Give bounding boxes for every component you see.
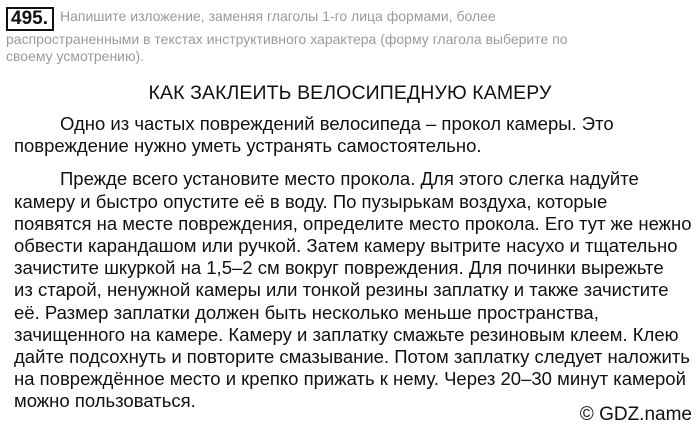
- text-title: КАК ЗАКЛЕИТЬ ВЕЛОСИПЕДНУЮ КАМЕРУ: [148, 82, 552, 104]
- text-line: её. Размер заплатки должен быть несколько меньше пространства,: [14, 301, 599, 323]
- text-line: повреждение нужно уметь устранять самостоятельно.: [14, 135, 482, 157]
- task-number: 495.: [6, 7, 54, 31]
- text-line: камеру и быстро опустите её в воду. По пузырькам воздуха, которые: [14, 190, 608, 212]
- task-instruction-line: Напишите изложение, заменяя глаголы 1-го лица формами, более: [59, 8, 496, 24]
- text-line: дайте подсохнуть и повторите смазывание. Потом заплатку следует наложить: [14, 346, 690, 368]
- text-line: появятся на месте повреждения, определите место прокола. Его тут же нежно: [14, 212, 692, 234]
- paragraph: [0, 168, 700, 412]
- task-instruction-line: распространенными в текстах инструктивного характера (форму глагола выберите по: [6, 31, 568, 47]
- text-line: на повреждённое место и крепко прижать к нему. Через 20–30 минут камерой: [14, 368, 686, 390]
- text-line: Одно из частых повреждений велосипеда – прокол камеры. Это: [60, 113, 614, 134]
- text-line: зачистите шкуркой на 1,5–2 см вокруг повреждения. Для починки вырежьте: [14, 257, 664, 279]
- text-line: обвести карандашом или ручкой. Затем камеру вытрите насухо и тщательно: [14, 235, 678, 257]
- task-instruction-line: своему усмотрению).: [6, 48, 145, 64]
- task-header: [6, 7, 694, 65]
- text-line: из старой, ненужной камеры или тонкой резины заплатку и также зачистите: [14, 279, 669, 301]
- copyright-watermark: © GDZ.name: [579, 404, 692, 425]
- text-line: зачищенного на камере. Камеру и заплатку смажьте резиновым клеем. Клею: [14, 323, 679, 345]
- text-line: Прежде всего установите место прокола. Для этого слегка надуйте: [60, 168, 639, 190]
- paragraph: [0, 113, 700, 157]
- text-body: [0, 113, 700, 413]
- text-line: можно пользоваться.: [14, 390, 196, 412]
